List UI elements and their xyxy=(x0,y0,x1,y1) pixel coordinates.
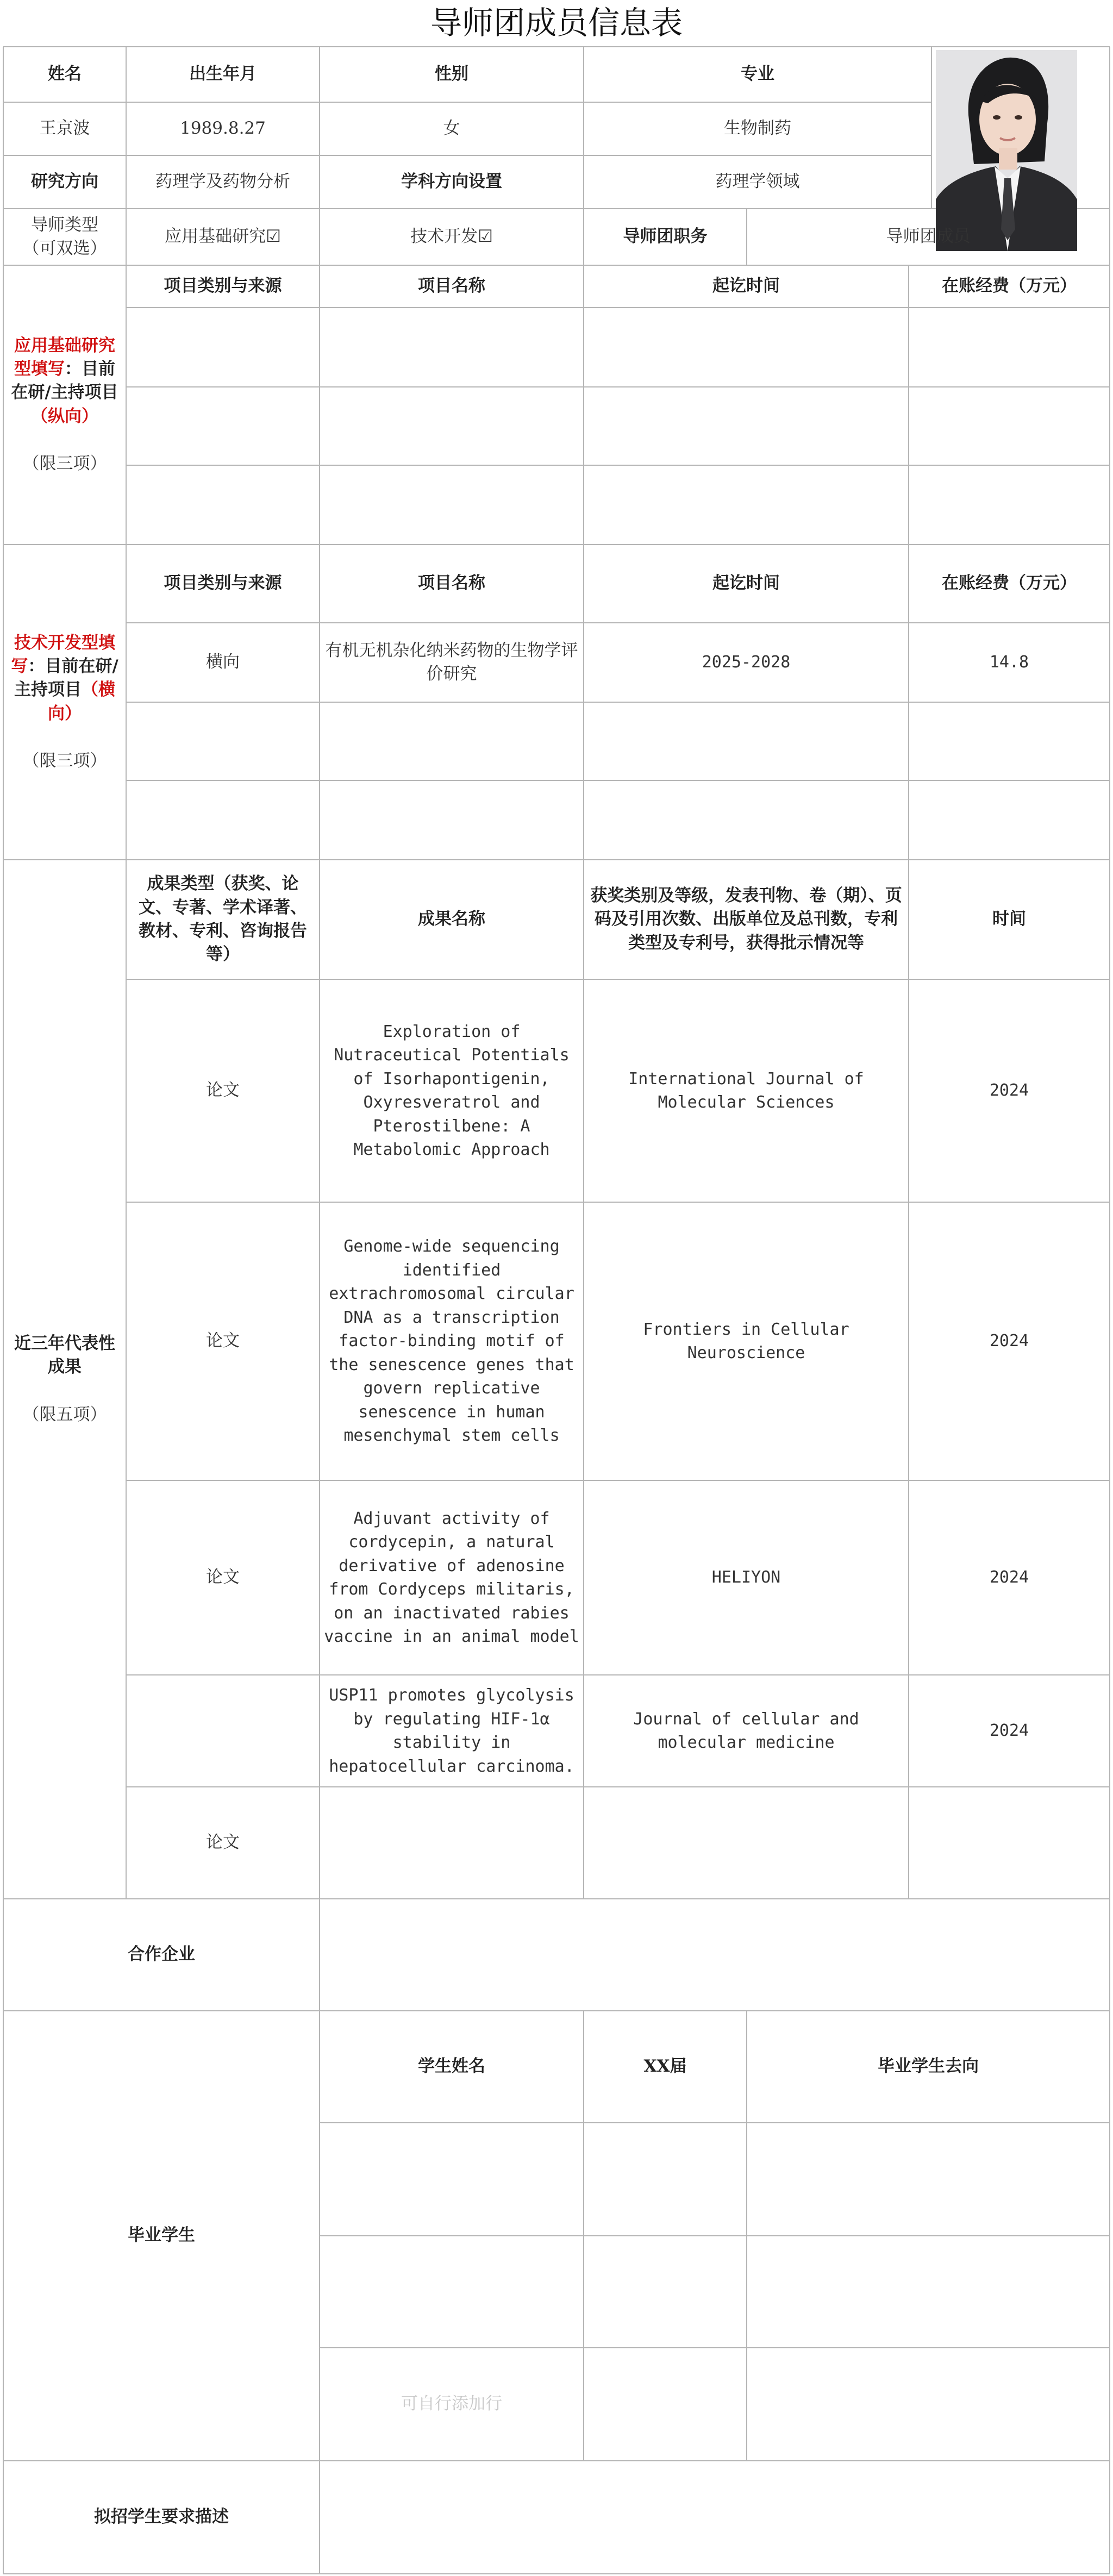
major-label: 专业 xyxy=(741,64,774,84)
achievement-year[interactable]: 2024 xyxy=(989,1081,1029,1101)
tech-header-category: 项目类别与来源 xyxy=(164,573,282,593)
name-value[interactable]: 王京波 xyxy=(39,118,90,139)
graduates-header-destination: 毕业学生去向 xyxy=(878,2056,979,2077)
achievements-header-details: 获奖类别及等级，发表刊物、卷（期）、页码及引用次数、出版单位及总刊数，专利类型及专利号，获得批示情况等 xyxy=(590,885,902,953)
achievement-year[interactable]: 2024 xyxy=(989,1568,1029,1587)
applied-header-category: 项目类别与来源 xyxy=(164,276,282,296)
requirements-label: 拟招学生要求描述 xyxy=(94,2507,229,2527)
tech-header-name: 项目名称 xyxy=(418,573,485,593)
tech-row-name[interactable]: 有机无机杂化纳米药物的生物学评价研究 xyxy=(325,640,578,684)
tech-row-period[interactable]: 2025-2028 xyxy=(702,653,791,672)
discipline-value[interactable]: 药理学领域 xyxy=(715,172,800,192)
achievement-venue[interactable]: International Journal of Molecular Sciences xyxy=(628,1069,864,1112)
applied-header-funds: 在账经费（万元） xyxy=(942,276,1077,296)
applied-section-label: 应用基础研究型填写：目前在研/主持项目（纵向） （限三项） xyxy=(11,335,118,474)
mentor-role-label: 导师团职务 xyxy=(623,227,708,247)
page-title: 导师团成员信息表 xyxy=(430,4,683,41)
achievement-name[interactable]: Genome-wide sequencing identified extrachromosomal circular DNA as a transcription factor-binding motif of the senescence genes that govern replicative senescence in human mesenchymal stem cells xyxy=(329,1237,574,1446)
mentor-type-label: 导师类型 （可双选） xyxy=(22,215,107,258)
checkbox-checked-icon[interactable]: ☑ xyxy=(266,227,281,247)
mentor-type-option-applied[interactable]: 应用基础研究 ☑ xyxy=(126,209,320,265)
research-label: 研究方向 xyxy=(31,172,98,192)
achievement-name[interactable]: Exploration of Nutraceutical Potentials of Isorhapontigenin, Oxyresveratrol and Pterostilbene: A Metabolomic Approach xyxy=(334,1022,570,1159)
checkbox-checked-icon[interactable]: ☑ xyxy=(478,227,493,247)
applied-header-name: 项目名称 xyxy=(418,276,485,296)
mentor-type-option-tech[interactable]: 技术开发 ☑ xyxy=(320,209,584,265)
cooperation-label: 合作企业 xyxy=(128,1944,195,1965)
tech-section-label: 技术开发型填写：目前在研/主持项目（横向） （限三项） xyxy=(11,633,118,771)
tech-header-funds: 在账经费（万元） xyxy=(942,573,1077,593)
applied-header-period: 起讫时间 xyxy=(712,276,780,296)
achievement-type[interactable]: 论文 xyxy=(206,1833,240,1853)
achievement-type[interactable] xyxy=(126,1675,320,1787)
achievements-header-name: 成果名称 xyxy=(418,909,485,929)
gender-label: 性别 xyxy=(435,64,468,84)
achievement-name[interactable]: Adjuvant activity of cordycepin, a natural derivative of adenosine from Cordyceps militaris, on an inactivated rabies vaccine in an animal model xyxy=(324,1509,579,1646)
achievement-venue[interactable]: HELIYON xyxy=(711,1568,781,1587)
gender-value[interactable]: 女 xyxy=(443,118,460,139)
achievements-label: 近三年代表性成果 （限五项） xyxy=(14,1333,115,1424)
graduates-header-class: XX届 xyxy=(643,2056,687,2077)
add-row-hint[interactable]: 可自行添加行 xyxy=(401,2394,502,2414)
research-value[interactable]: 药理学及药物分析 xyxy=(155,172,290,192)
achievements-header-year: 时间 xyxy=(992,909,1026,929)
achievement-year[interactable]: 2024 xyxy=(989,1331,1029,1351)
achievement-name[interactable]: USP11 promotes glycolysis by regulating HIF-1α stability in hepatocellular carcinoma. xyxy=(329,1686,574,1776)
cooperation-value[interactable] xyxy=(320,1899,1110,2011)
tech-header-period: 起讫时间 xyxy=(712,573,780,593)
major-value[interactable]: 生物制药 xyxy=(724,118,791,139)
requirements-value[interactable] xyxy=(320,2461,1110,2574)
achievement-type[interactable]: 论文 xyxy=(206,1331,240,1351)
discipline-label: 学科方向设置 xyxy=(401,172,502,192)
mentor-role-value[interactable]: 导师团成员 xyxy=(886,227,971,247)
achievement-venue[interactable]: Frontiers in Cellular Neuroscience xyxy=(643,1320,849,1362)
tech-row-funds[interactable]: 14.8 xyxy=(989,653,1029,672)
birth-label: 出生年月 xyxy=(189,64,257,84)
graduates-label: 毕业学生 xyxy=(128,2225,195,2246)
achievement-type[interactable]: 论文 xyxy=(206,1567,240,1587)
name-label: 姓名 xyxy=(48,64,82,84)
achievement-type[interactable]: 论文 xyxy=(206,1080,240,1101)
birth-value[interactable]: 1989.8.27 xyxy=(180,118,266,139)
achievements-header-type: 成果类型（获奖、论文、专著、学术译著、教材、专利、咨询报告等） xyxy=(139,874,307,965)
tech-row-category[interactable]: 横向 xyxy=(206,652,240,672)
graduates-header-name: 学生姓名 xyxy=(418,2056,485,2077)
achievement-year[interactable]: 2024 xyxy=(989,1721,1029,1741)
achievement-venue[interactable]: Journal of cellular and molecular medicine xyxy=(633,1709,859,1752)
